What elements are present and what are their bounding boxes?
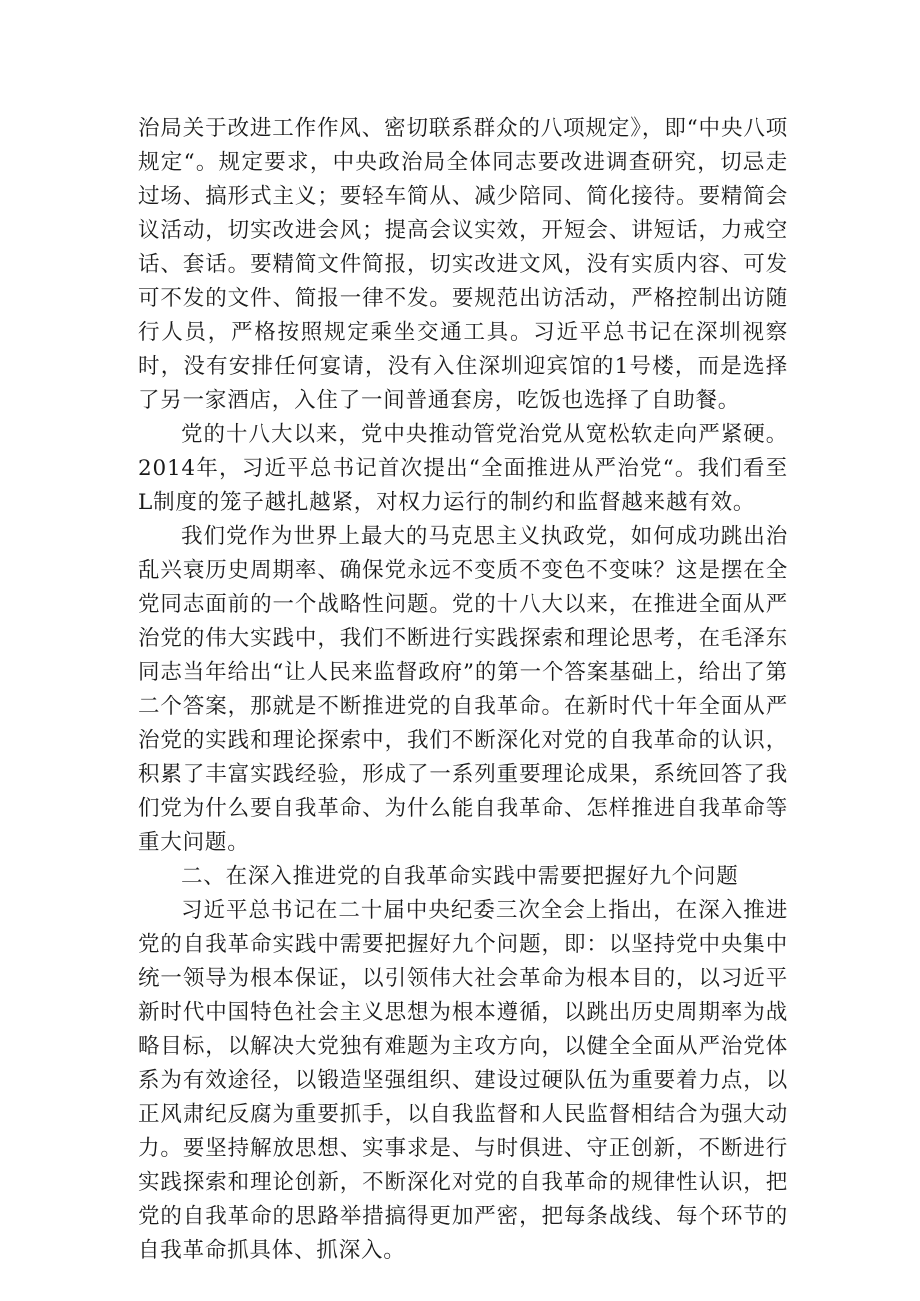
paragraph-strict-governance: 党的十八大以来，党中央推动管党治党从宽松软走向严紧硬。2014年，习近平总书记首次提出“全面推进从严治党“。我们看至L制度的笼子越扎越紧，对权力运行的制约和监督越来越有效。 <box>138 422 788 515</box>
paragraph-self-revolution: 我们党作为世界上最大的马克思主义执政党，如何成功跳出治乱兴衰历史周期率、确保党永远不变质不变色不变味？这是摆在全党同志面前的一个战略性问题。党的十八大以来，在推进全面从严治党的伟大实践中，我们不断进行实践探索和理论思考，在毛泽东同志当年给出“让人民来监督政府”的第一个答案基础上，给出了第二个答案，那就是不断推进党的自我革命。在新时代十年全面从严治党的实践和理论探索中，我们不断深化对党的自我革命的认识，积累了丰富实践经验，形成了一系列重要理论成果，系统回答了我们党为什么要自我革命、为什么能自我革命、怎样推进自我革命等重大问题。 <box>138 524 788 855</box>
paragraph-nine-issues: 习近平总书记在二十届中央纪委三次全会上指出，在深入推进党的自我革命实践中需要把握好九个问题，即：以坚持党中央集中统一领导为根本保证，以引领伟大社会革命为根本目的，以习近平新时代中国特色社会主义思想为根本遵循，以跳出历史周期率为战略目标，以解决大党独有难题为主攻方向，以健全全面从严治党体系为有效途径，以锻造坚强组织、建设过硬队伍为重要着力点，以正风肃纪反腐为重要抓手，以自我监督和人民监督相结合为强大动力。要坚持解放思想、实事求是、与时俱进、守正创新，不断进行实践探索和理论创新，不断深化对党的自我革命的规律性认识，把党的自我革命的思路举措搞得更加严密，把每条战线、每个环节的自我革命抓具体、抓深入。 <box>138 898 788 1263</box>
document-body <box>138 112 788 1268</box>
paragraph-eight-rules: 治局关于改进工作作风、密切联系群众的八项规定》，即“中央八项规定“。规定要求，中央政治局全体同志要改进调查研究，切忌走过场、搞形式主义；要轻车简从、减少陪同、简化接待。要精简会议活动，切实改进会风；提高会议实效，开短会、讲短话，力戒空话、套话。要精简文件简报，切实改进文风，没有实质内容、可发可不发的文件、简报一律不发。要规范出访活动，严格控制出访随行人员，严格按照规定乘坐交通工具。习近平总书记在深圳视察时，没有安排任何宴请，没有入住深圳迎宾馆的1号楼，而是选择了另一家酒店，入住了一间普通套房，吃饭也选择了自助餐。 <box>138 116 788 413</box>
section-heading-nine-issues: 二、在深入推进党的自我革命实践中需要把握好九个问题 <box>181 864 739 889</box>
